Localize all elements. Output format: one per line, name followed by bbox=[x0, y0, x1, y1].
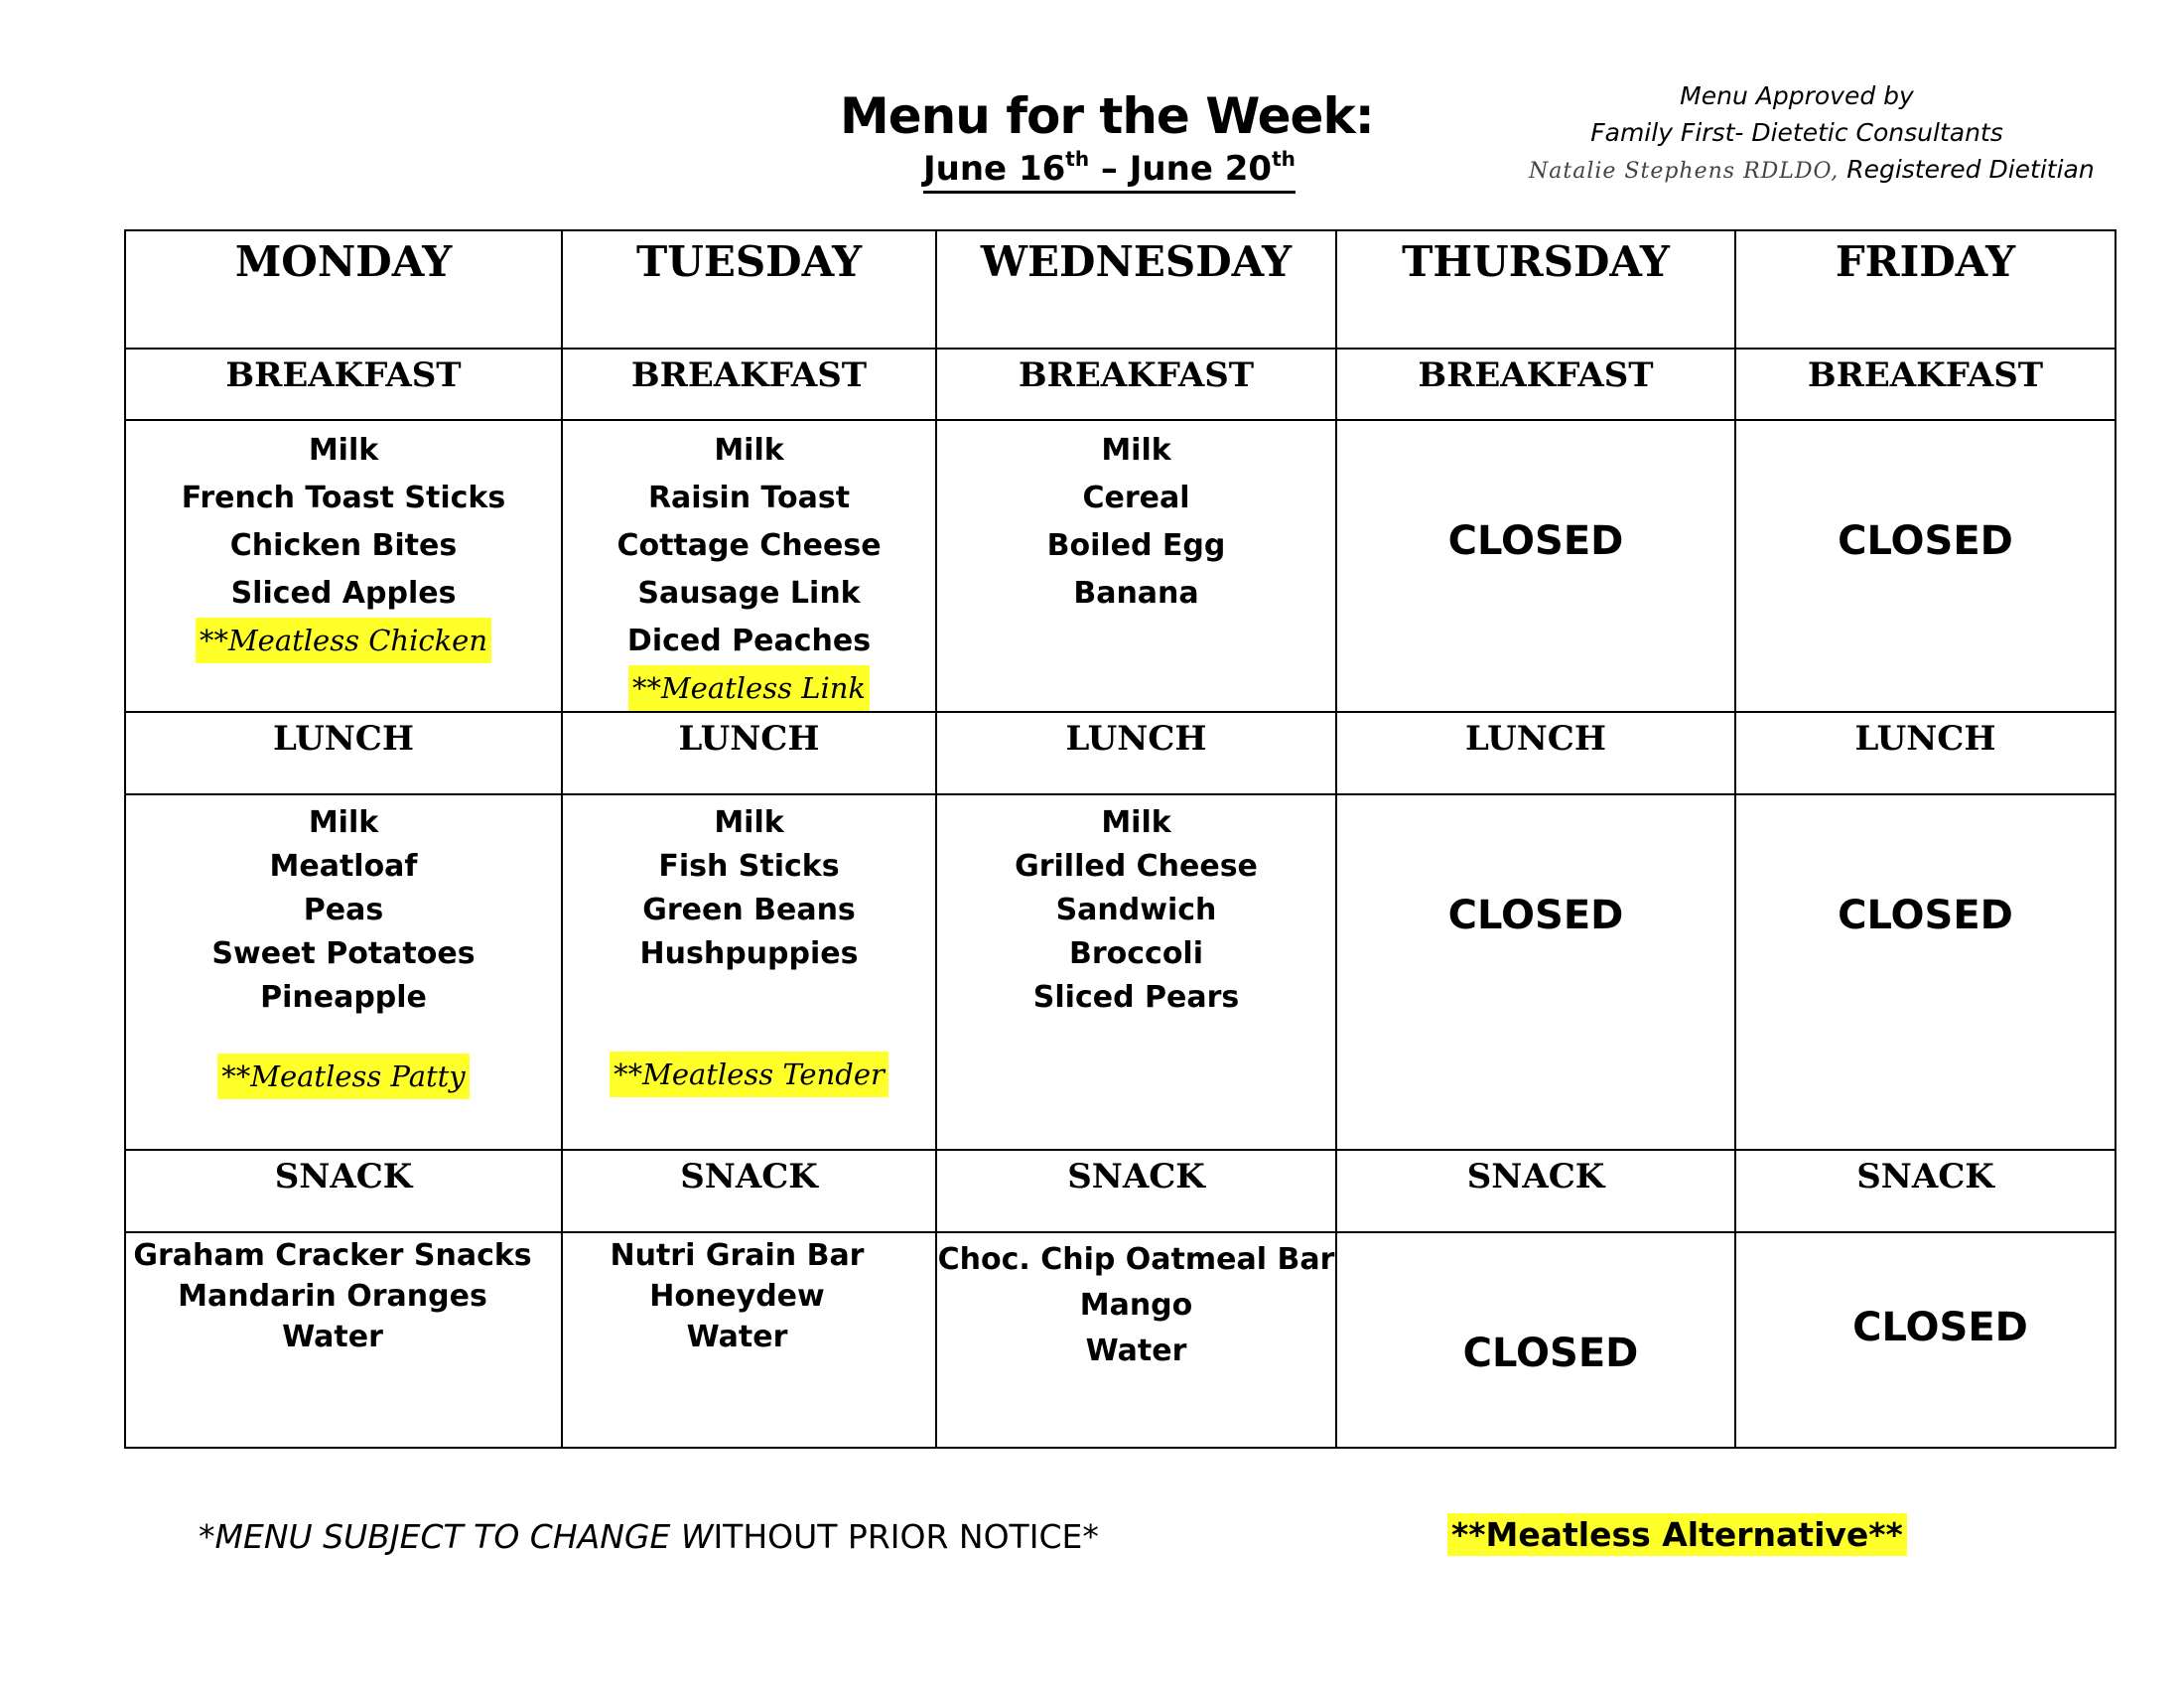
date-start: June 16 bbox=[923, 149, 1066, 189]
snack-wednesday bbox=[936, 1232, 1336, 1448]
meal-label-snack: SNACK bbox=[274, 1157, 413, 1196]
meal-label-lunch: LUNCH bbox=[1465, 719, 1606, 759]
menu-item: Fish Sticks bbox=[658, 849, 840, 884]
disclaimer-rest: ITHOUT PRIOR NOTICE* bbox=[713, 1517, 1099, 1556]
breakfast-friday bbox=[1735, 420, 2116, 712]
breakfast-tuesday bbox=[562, 420, 936, 712]
lunch-wednesday bbox=[936, 794, 1336, 1150]
date-end: June 20 bbox=[1129, 149, 1273, 189]
menu-item: Chicken Bites bbox=[229, 528, 458, 563]
menu-item: Milk bbox=[308, 433, 379, 468]
snack-label-row bbox=[125, 1150, 2116, 1232]
meal-label-breakfast: BREAKFAST bbox=[225, 355, 462, 395]
menu-item: Honeydew bbox=[649, 1279, 825, 1314]
menu-item: Choc. Chip Oatmeal Bar bbox=[937, 1242, 1335, 1277]
closed-label: CLOSED bbox=[1852, 1305, 2028, 1350]
weekly-menu-table bbox=[124, 229, 2116, 1449]
menu-item: Milk bbox=[308, 805, 379, 840]
approved-by-text: Menu Approved by bbox=[1680, 81, 1914, 110]
lunch-thursday bbox=[1336, 794, 1735, 1150]
lunch-items-row bbox=[125, 794, 2116, 1150]
menu-item: Nutri Grain Bar bbox=[610, 1238, 865, 1273]
snack-monday bbox=[125, 1232, 562, 1448]
meal-label-lunch: LUNCH bbox=[1065, 719, 1207, 759]
menu-item: Milk bbox=[714, 805, 784, 840]
dietitian-title: Registered Dietitian bbox=[1846, 155, 2095, 184]
menu-item: Mandarin Oranges bbox=[178, 1279, 487, 1314]
menu-item: Raisin Toast bbox=[647, 481, 851, 515]
date-separator: – bbox=[1089, 149, 1130, 189]
meal-label-snack: SNACK bbox=[680, 1157, 818, 1196]
snack-items-row bbox=[125, 1232, 2116, 1448]
snack-tuesday bbox=[562, 1232, 936, 1448]
menu-item: Sliced Apples bbox=[230, 576, 457, 611]
menu-item: Pineapple bbox=[260, 980, 427, 1015]
meal-label-snack: SNACK bbox=[1067, 1157, 1205, 1196]
lunch-label-row bbox=[125, 712, 2116, 794]
meal-label-lunch: LUNCH bbox=[1854, 719, 1996, 759]
day-header-friday bbox=[1735, 230, 2116, 349]
menu-item: Milk bbox=[1101, 805, 1171, 840]
snack-friday bbox=[1735, 1232, 2116, 1448]
day-label: TUESDAY bbox=[635, 237, 863, 286]
meal-label-snack: SNACK bbox=[1466, 1157, 1605, 1196]
dietitian-line bbox=[1529, 151, 2095, 190]
closed-label: CLOSED bbox=[1447, 518, 1624, 564]
menu-item: Sausage Link bbox=[637, 576, 861, 611]
menu-item: Hushpuppies bbox=[639, 936, 859, 971]
date-start-suffix: th bbox=[1065, 147, 1090, 171]
menu-item: Cottage Cheese bbox=[616, 528, 882, 563]
menu-item: Water bbox=[1085, 1334, 1187, 1368]
menu-item: Cereal bbox=[1082, 481, 1190, 515]
menu-item: Milk bbox=[1101, 433, 1171, 468]
breakfast-wednesday bbox=[936, 420, 1336, 712]
closed-label: CLOSED bbox=[1838, 518, 2013, 564]
meal-label-snack: SNACK bbox=[1856, 1157, 1994, 1196]
lunch-friday bbox=[1735, 794, 2116, 1150]
meatless-alternative: **Meatless Tender bbox=[610, 1052, 888, 1097]
menu-item: Mango bbox=[1079, 1288, 1193, 1323]
menu-item: Graham Cracker Snacks bbox=[133, 1238, 532, 1273]
day-header-tuesday bbox=[562, 230, 936, 349]
disclaimer-italic: *MENU SUBJECT TO CHANGE W bbox=[199, 1517, 714, 1556]
menu-item: Sliced Pears bbox=[1032, 980, 1240, 1015]
day-header-monday bbox=[125, 230, 562, 349]
meal-label-breakfast: BREAKFAST bbox=[1418, 355, 1654, 395]
breakfast-monday bbox=[125, 420, 562, 712]
day-header-wednesday bbox=[936, 230, 1336, 349]
menu-item: Broccoli bbox=[1068, 936, 1203, 971]
snack-thursday bbox=[1336, 1232, 1735, 1448]
menu-item: Sandwich bbox=[1055, 893, 1217, 927]
meal-label-lunch: LUNCH bbox=[678, 719, 820, 759]
meatless-alternative: **Meatless Chicken bbox=[196, 618, 491, 663]
menu-item: Water bbox=[686, 1320, 788, 1354]
menu-item: Sweet Potatoes bbox=[211, 936, 476, 971]
day-label: MONDAY bbox=[234, 237, 453, 286]
menu-item: Grilled Cheese bbox=[1015, 849, 1258, 884]
lunch-monday bbox=[125, 794, 562, 1150]
meal-label-breakfast: BREAKFAST bbox=[630, 355, 868, 395]
menu-item: Diced Peaches bbox=[626, 624, 872, 658]
day-label: WEDNESDAY bbox=[980, 237, 1293, 286]
day-label: THURSDAY bbox=[1402, 237, 1670, 286]
breakfast-label-row bbox=[125, 349, 2116, 420]
meal-label-lunch: LUNCH bbox=[273, 719, 414, 759]
menu-item: Green Beans bbox=[642, 893, 856, 927]
menu-item: Boiled Egg bbox=[1046, 528, 1226, 563]
signature: Natalie Stephens RDLDO, bbox=[1529, 159, 1840, 184]
meatless-alternative: **Meatless Patty bbox=[217, 1054, 469, 1099]
closed-label: CLOSED bbox=[1462, 1331, 1639, 1376]
meatless-alternative: **Meatless Link bbox=[628, 665, 870, 711]
menu-item: Peas bbox=[303, 893, 384, 927]
breakfast-thursday bbox=[1336, 420, 1735, 712]
approval-block bbox=[1529, 77, 2095, 190]
menu-item: French Toast Sticks bbox=[181, 481, 506, 515]
meatless-legend: **Meatless Alternative** bbox=[1447, 1513, 1907, 1556]
page-title: Menu for the Week: bbox=[840, 87, 1374, 145]
date-range bbox=[923, 149, 1296, 194]
menu-item: Meatloaf bbox=[269, 849, 418, 884]
closed-label: CLOSED bbox=[1838, 893, 2013, 938]
menu-item: Banana bbox=[1073, 576, 1199, 611]
meal-label-breakfast: BREAKFAST bbox=[1807, 355, 2044, 395]
day-header-thursday bbox=[1336, 230, 1735, 349]
menu-item: Water bbox=[282, 1320, 383, 1354]
closed-label: CLOSED bbox=[1447, 893, 1624, 938]
day-header-row bbox=[125, 230, 2116, 349]
menu-item: Milk bbox=[714, 433, 784, 468]
meal-label-breakfast: BREAKFAST bbox=[1018, 355, 1255, 395]
disclaimer bbox=[199, 1517, 1099, 1556]
date-end-suffix: th bbox=[1272, 147, 1296, 171]
lunch-tuesday bbox=[562, 794, 936, 1150]
consultant-name: Family First- Dietetic Consultants bbox=[1590, 118, 2003, 147]
day-label: FRIDAY bbox=[1835, 237, 2016, 286]
breakfast-items-row bbox=[125, 420, 2116, 712]
